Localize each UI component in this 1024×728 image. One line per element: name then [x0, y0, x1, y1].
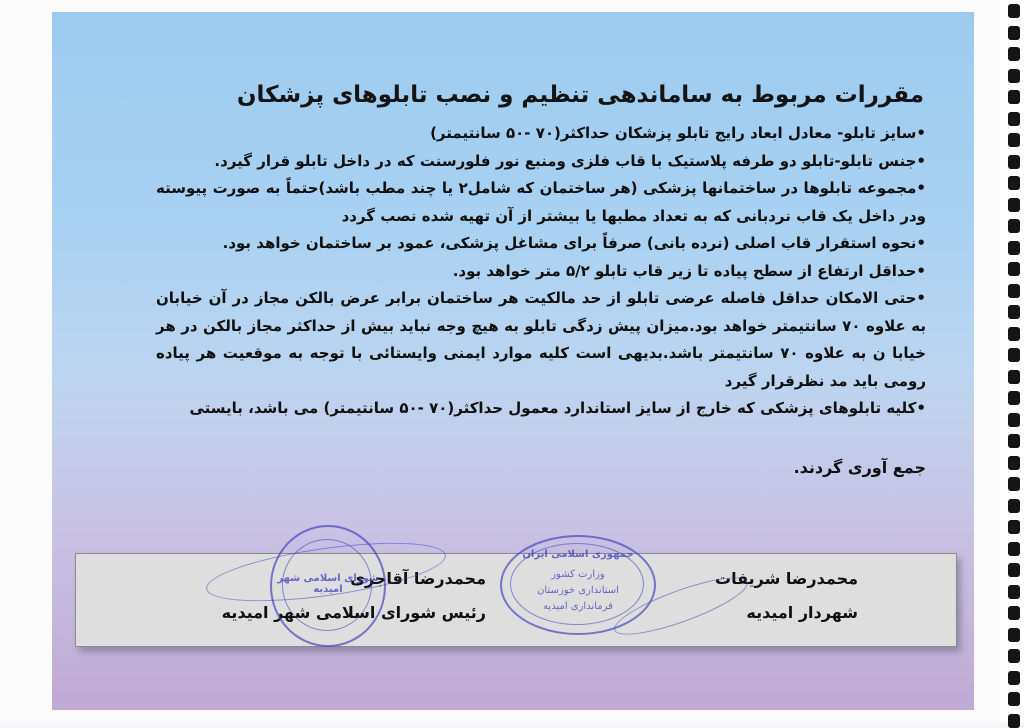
stamp-line-1: جمهوری اسلامی ایران [522, 549, 634, 560]
regulation-item-collection: •مجموعه تابلوها در ساختمانها پزشکی (هر ساختمان که شامل۲ یا چند مطب باشد)حتماً به صورت پیوسته ودر داخل یک قاب نردبانی که به تعداد مطبها یا بیشتر از آن تهیه شده نصب گردد [156, 179, 926, 225]
binding-hole [1008, 133, 1020, 147]
regulation-item-distance: •حتی الامکان حداقل فاصله عرضی تابلو از حد مالکیت هر ساختمان برابر عرض بالکن مجاز در آن خیابان به علاوه ۷۰ سانتیمتر خواهد بود.میزان پیش زدگی تابلو به هیچ وجه نباید بیش از حداکثر مجاز بالکن در هر خیابا ن به علاوه ۷۰ سانتیمتر باشد.بدیهی است کلیه موارد ایمنی وایستائی با توجه به موقعیت هر پیاده رومی باید مد نظرقرار گیرد [156, 289, 926, 390]
regulation-item-height: •حداقل ارتفاع از سطح پیاده تا زیر قاب تابلو ۵/۲ متر خواهد بود. [452, 261, 926, 280]
binding-hole [1008, 649, 1020, 663]
binding-hole [1008, 606, 1020, 620]
binding-hole [1008, 305, 1020, 319]
mayor-name: محمدرضا شریفات [715, 569, 858, 588]
regulations-body [156, 120, 926, 423]
binding-hole [1008, 671, 1020, 685]
binding-hole [1008, 348, 1020, 362]
council-head-name: محمدرضا آقاجری [350, 569, 486, 588]
binding-hole [1008, 327, 1020, 341]
binding-hole [1008, 112, 1020, 126]
binding-hole [1008, 26, 1020, 40]
binding-hole [1008, 241, 1020, 255]
binding-hole [1008, 434, 1020, 448]
stamp-line-3: استانداری خوزستان [537, 585, 619, 596]
binding-hole [1008, 4, 1020, 18]
binding-hole [1008, 90, 1020, 104]
regulation-item-nonstandard: •کلیه تابلوهای پزشکی که خارج از سایز استاندارد معمول حداکثر(۷۰ -۵۰ سانتیمتر) می باشد، بایستی [189, 399, 926, 417]
stamp-line-2: وزارت کشور [551, 569, 605, 580]
binding-hole [1008, 520, 1020, 534]
binding-hole [1008, 370, 1020, 384]
council-head-title: رئیس شورای اسلامی شهر امیدیه [221, 603, 486, 622]
binding-hole [1008, 542, 1020, 556]
binding-hole [1008, 477, 1020, 491]
council-stamp-text: شورای اسلامی شهر امیدیه [277, 573, 379, 595]
binding-hole [1008, 219, 1020, 233]
mayor-title: شهردار امیدیه [746, 603, 858, 622]
document-title: مقررات مربوط به ساماندهی تنظیم و نصب تابلوهای پزشکان [236, 82, 924, 108]
binding-hole [1008, 176, 1020, 190]
binding-hole [1008, 628, 1020, 642]
binding-hole [1008, 155, 1020, 169]
binding-hole [1008, 413, 1020, 427]
binding-hole [1008, 262, 1020, 276]
regulation-item-size: •سایز تابلو- معادل ابعاد رایج تابلو پزشکان حداکثر(۷۰ -۵۰ سانتیمتر) [430, 124, 926, 142]
binding-hole [1008, 284, 1020, 298]
binding-hole [1008, 47, 1020, 61]
binding-hole [1008, 499, 1020, 513]
spiral-binding [1000, 0, 1024, 722]
binding-hole [1008, 714, 1020, 728]
regulation-item-material: •جنس تابلو-تابلو دو طرفه پلاستیک با قاب فلزی ومنبع نور فلورسنت که در داخل تابلو قرار گیرد. [214, 151, 926, 170]
regulation-item-placement: •نحوه استقرار قاب اصلی (نرده بانی) صرفاً برای مشاغل پزشکی، عمود بر ساختمان خواهد بود. [222, 234, 926, 252]
binding-hole [1008, 456, 1020, 470]
binding-hole [1008, 692, 1020, 706]
binding-hole [1008, 391, 1020, 405]
closing-line: جمع آوری گردند. [793, 458, 926, 477]
binding-hole [1008, 563, 1020, 577]
binding-hole [1008, 585, 1020, 599]
binding-hole [1008, 69, 1020, 83]
binding-hole [1008, 198, 1020, 212]
stamp-line-4: فرمانداری امیدیه [543, 601, 613, 612]
